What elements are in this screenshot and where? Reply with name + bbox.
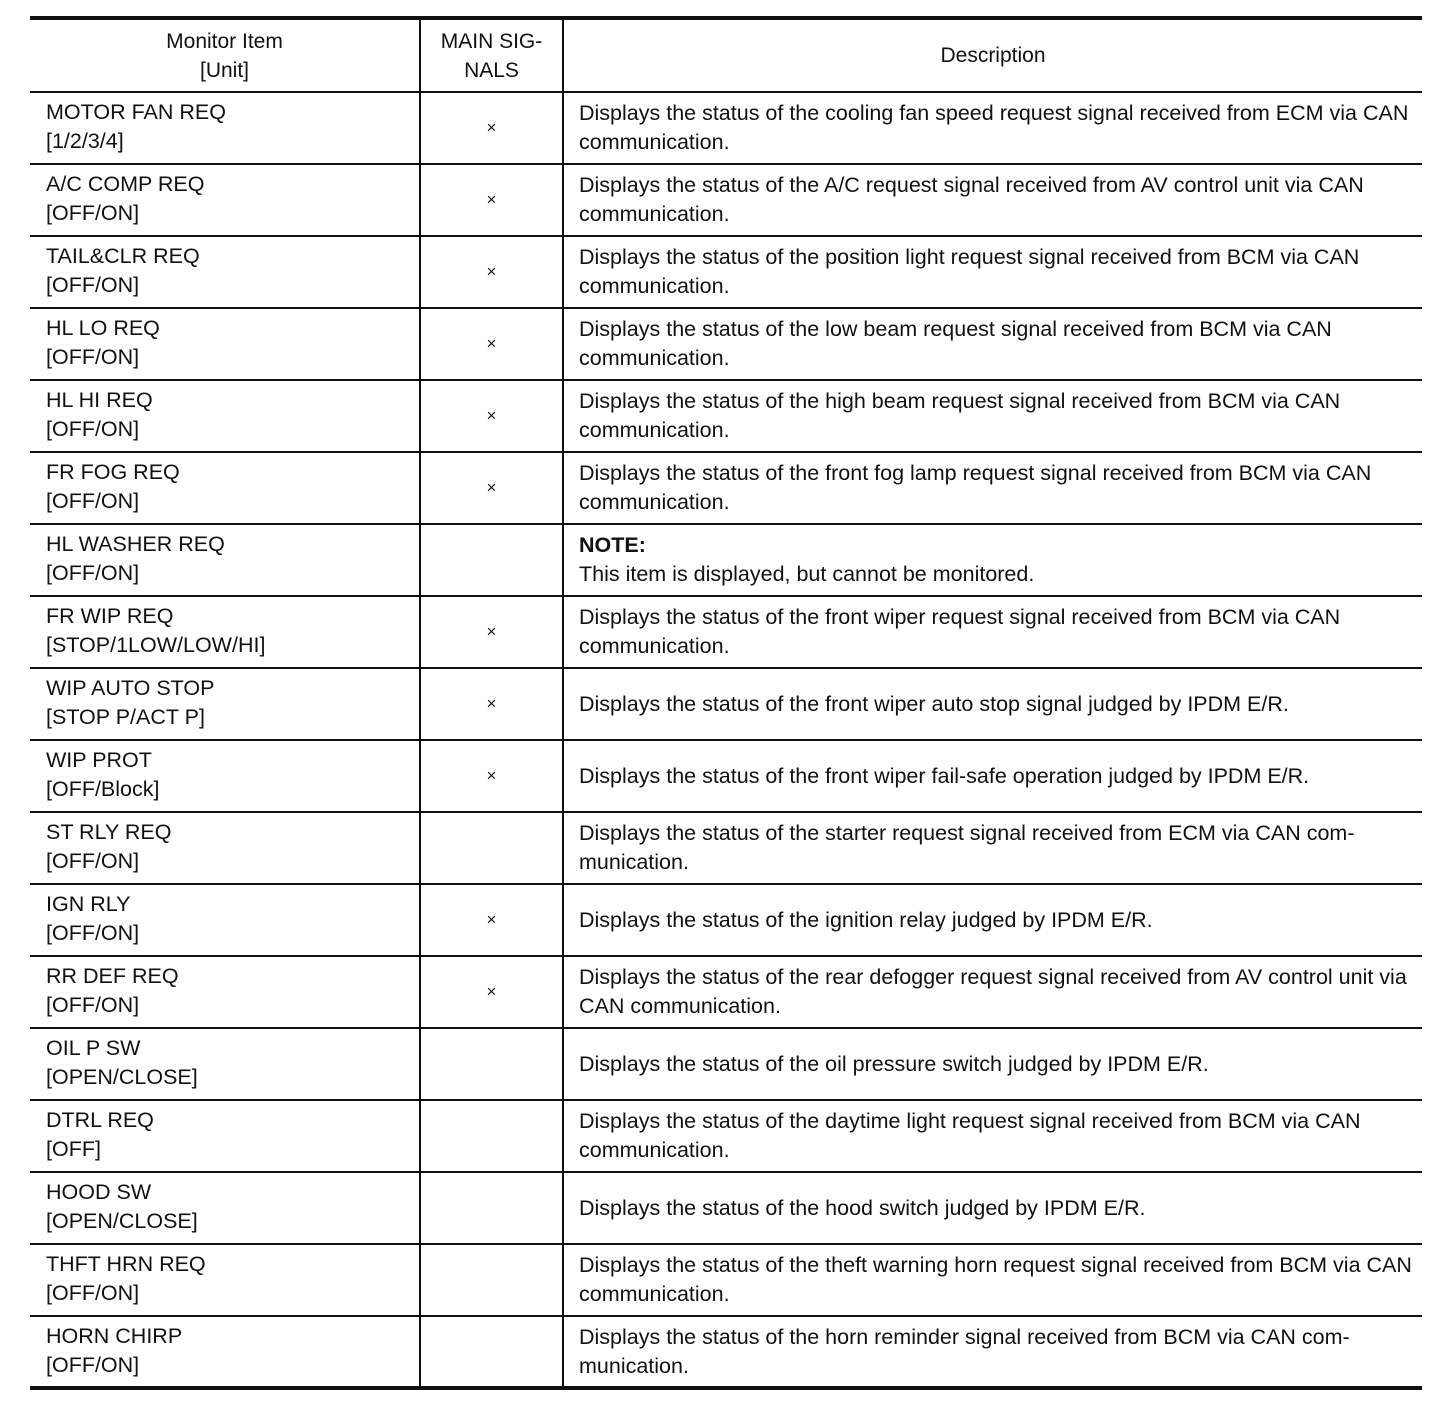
monitor-item-cell [30,452,420,524]
monitor-item-unit: [OFF] [46,1137,101,1161]
header-description: Description [563,18,1422,92]
header-monitor-item-label: Monitor Item [166,29,283,53]
monitor-item-name: HOOD SW [46,1180,152,1204]
table-row [30,812,1422,884]
monitor-item-cell [30,884,420,956]
monitor-item-unit: [OFF/ON] [46,417,140,441]
main-signal-mark [420,524,563,596]
table-row [30,164,1422,236]
header-monitor-item [30,18,420,92]
monitor-item-unit: [OFF/ON] [46,201,140,225]
main-signal-mark [420,1172,563,1244]
description-cell: Displays the status of the front wiper request signal received from BCM via CAN communication. [563,596,1422,668]
table-row [30,956,1422,1028]
header-main-signals [420,18,563,92]
monitor-item-name: ST RLY REQ [46,820,172,844]
monitor-item-unit: [OFF/ON] [46,849,140,873]
description-cell: Displays the status of the front fog lamp request signal received from BCM via CAN communication. [563,452,1422,524]
table-row [30,1244,1422,1316]
description-cell: Displays the status of the ignition relay judged by IPDM E/R. [563,884,1422,956]
monitor-item-cell [30,668,420,740]
monitor-item-cell [30,956,420,1028]
monitor-item-name: MOTOR FAN REQ [46,100,226,124]
monitor-item-cell [30,524,420,596]
monitor-item-cell [30,1100,420,1172]
monitor-item-cell [30,380,420,452]
monitor-item-name: FR FOG REQ [46,460,180,484]
monitor-item-unit: [OFF/ON] [46,1281,140,1305]
table-row [30,452,1422,524]
monitor-item-name: IGN RLY [46,892,131,916]
description-cell: Displays the status of the front wiper fail-safe operation judged by IPDM E/R. [563,740,1422,812]
main-signal-mark: × [420,956,563,1028]
monitor-item-unit: [OFF/ON] [46,1353,140,1377]
description-cell: Displays the status of the high beam request signal received from BCM via CAN communication. [563,380,1422,452]
monitor-item-name: WIP PROT [46,748,152,772]
main-signal-mark: × [420,596,563,668]
monitor-item-name: FR WIP REQ [46,604,174,628]
monitor-item-unit: [OFF/ON] [46,561,140,585]
table-row [30,380,1422,452]
monitor-item-name: OIL P SW [46,1036,141,1060]
description-cell: Displays the status of the starter request signal received from ECM via CAN com-munication. [563,812,1422,884]
main-signal-mark: × [420,452,563,524]
monitor-item-cell [30,812,420,884]
monitor-item-cell [30,740,420,812]
monitor-item-unit: [STOP/1LOW/LOW/HI] [46,633,266,657]
monitor-item-name: HORN CHIRP [46,1324,183,1348]
description-cell: Displays the status of the oil pressure switch judged by IPDM E/R. [563,1028,1422,1100]
main-signal-mark [420,1028,563,1100]
note-text: This item is displayed, but cannot be monitored. [579,562,1035,586]
table-row [30,308,1422,380]
description-cell: Displays the status of the position light request signal received from BCM via CAN communication. [563,236,1422,308]
monitor-item-name: A/C COMP REQ [46,172,205,196]
monitor-item-cell [30,1172,420,1244]
main-signal-mark: × [420,740,563,812]
description-cell [563,524,1422,596]
main-signal-mark [420,1244,563,1316]
description-cell: Displays the status of the cooling fan speed request signal received from ECM via CAN communication. [563,92,1422,164]
description-cell: Displays the status of the rear defogger request signal received from AV control unit via CAN communication. [563,956,1422,1028]
main-signal-mark [420,1100,563,1172]
monitor-item-name: HL LO REQ [46,316,160,340]
monitor-item-unit: [OFF/ON] [46,345,140,369]
table-row [30,740,1422,812]
table-row [30,668,1422,740]
main-signal-mark: × [420,668,563,740]
main-signal-mark: × [420,380,563,452]
description-cell: Displays the status of the A/C request signal received from AV control unit via CAN communication. [563,164,1422,236]
monitor-item-cell [30,1316,420,1388]
description-cell: Displays the status of the theft warning horn request signal received from BCM via CAN communication. [563,1244,1422,1316]
monitor-item-name: RR DEF REQ [46,964,179,988]
table-row [30,236,1422,308]
monitor-item-unit: [OPEN/CLOSE] [46,1209,198,1233]
monitor-item-name: HL HI REQ [46,388,153,412]
monitor-item-cell [30,1028,420,1100]
monitor-item-name: HL WASHER REQ [46,532,225,556]
table-row [30,92,1422,164]
monitor-item-unit: [OPEN/CLOSE] [46,1065,198,1089]
monitor-item-cell [30,92,420,164]
description-cell: Displays the status of the front wiper auto stop signal judged by IPDM E/R. [563,668,1422,740]
main-signal-mark: × [420,308,563,380]
monitor-item-table [30,16,1422,1390]
monitor-item-name: WIP AUTO STOP [46,676,215,700]
main-signal-mark: × [420,884,563,956]
main-signal-mark: × [420,236,563,308]
table-row [30,1100,1422,1172]
header-main-signals-line1: MAIN SIG- [440,29,543,53]
monitor-item-cell [30,308,420,380]
table-row [30,1028,1422,1100]
monitor-item-unit: [OFF/ON] [46,921,140,945]
monitor-item-unit: [OFF/Block] [46,777,160,801]
main-signal-mark [420,812,563,884]
table-row [30,1316,1422,1388]
table-row [30,596,1422,668]
monitor-item-unit: [OFF/ON] [46,993,140,1017]
header-main-signals-line2: NALS [464,58,519,82]
monitor-item-unit: [1/2/3/4] [46,129,124,153]
monitor-item-unit: [STOP P/ACT P] [46,705,205,729]
description-cell: Displays the status of the horn reminder signal received from BCM via CAN com-munication. [563,1316,1422,1388]
monitor-item-cell [30,164,420,236]
monitor-item-name: THFT HRN REQ [46,1252,206,1276]
note-label: NOTE: [579,533,646,557]
table-row [30,1172,1422,1244]
table-header-row [30,18,1422,92]
main-signal-mark [420,1316,563,1388]
main-signal-mark: × [420,92,563,164]
monitor-item-name: TAIL&CLR REQ [46,244,200,268]
table-row [30,524,1422,596]
description-cell: Displays the status of the daytime light request signal received from BCM via CAN communication. [563,1100,1422,1172]
table-row [30,884,1422,956]
description-cell: Displays the status of the hood switch judged by IPDM E/R. [563,1172,1422,1244]
header-monitor-item-unit: [Unit] [199,58,249,82]
monitor-item-name: DTRL REQ [46,1108,154,1132]
monitor-item-unit: [OFF/ON] [46,489,140,513]
main-signal-mark: × [420,164,563,236]
description-cell: Displays the status of the low beam request signal received from BCM via CAN communication. [563,308,1422,380]
monitor-item-cell [30,596,420,668]
monitor-item-cell [30,236,420,308]
monitor-item-cell [30,1244,420,1316]
monitor-item-unit: [OFF/ON] [46,273,140,297]
